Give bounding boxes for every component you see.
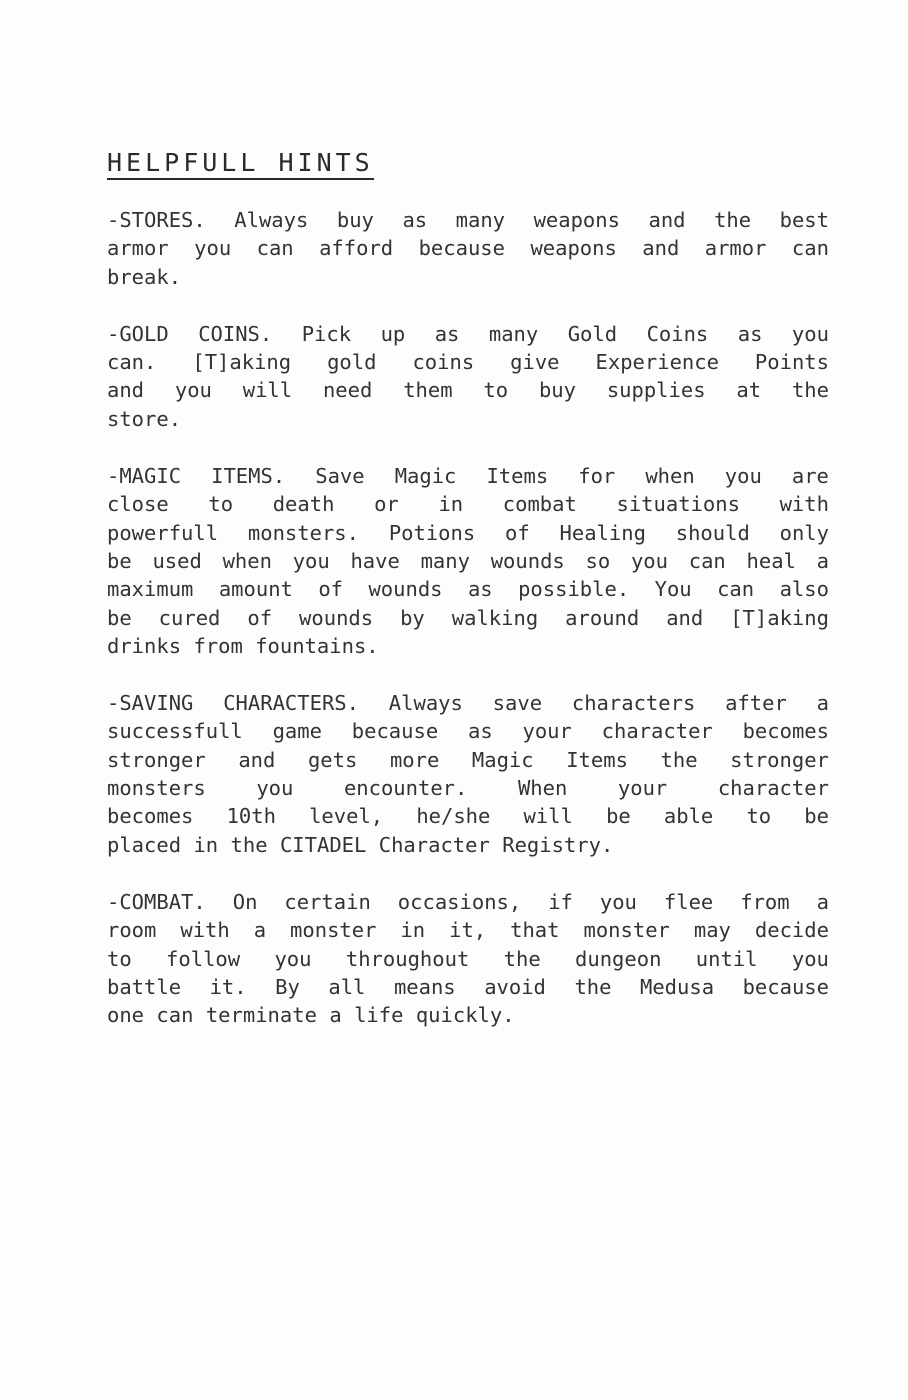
hint-line: becomes 10th level, he/she will be able to be [107,804,829,829]
hint-line: -GOLD COINS. Pick up as many Gold Coins as you [107,321,829,346]
hint-line: can. [T]aking gold coins give Experience Points [107,350,829,375]
hint-paragraph [107,888,829,1029]
hint-line: powerfull monsters. Potions of Healing should only [107,520,829,545]
hint-line: drinks from fountains. [107,633,379,658]
hint-paragraph [107,320,829,433]
hint-paragraph [107,206,829,291]
hint-line: and you will need them to buy supplies at the [107,378,829,403]
hint-line: placed in the CITADEL Character Registry. [107,832,614,857]
hint-line: room with a monster in it, that monster may decide [107,918,829,943]
hint-line: battle it. By all means avoid the Medusa because [107,974,829,999]
hint-line: successfull game because as your character becomes [107,719,829,744]
hint-line: maximum amount of wounds as possible. You can also [107,577,829,602]
hint-line: -COMBAT. On certain occasions, if you flee from a [107,889,829,914]
hint-line: -MAGIC ITEMS. Save Magic Items for when you are [107,464,829,489]
hint-line: monsters you encounter. When your character [107,776,829,801]
hint-line: one can terminate a life quickly. [107,1003,515,1028]
hint-line: be cured of wounds by walking around and [T]aking [107,605,829,630]
hint-line: break. [107,264,182,289]
hint-line: store. [107,406,182,431]
hint-paragraph [107,689,829,859]
hint-line: to follow you throughout the dungeon until you [107,946,829,971]
page-title: HELPFULL HINTS [107,148,374,180]
hint-line: -STORES. Always buy as many weapons and the best [107,208,829,232]
hint-line: close to death or in combat situations with [107,492,829,517]
hint-line: armor you can afford because weapons and armor can [107,236,829,261]
hint-line: -SAVING CHARACTERS. Always save characters after a [107,691,829,716]
hint-line: stronger and gets more Magic Items the stronger [107,747,829,772]
hint-line: be used when you have many wounds so you can heal a [107,548,829,573]
hint-paragraph [107,462,829,660]
hints-body [107,206,829,1058]
